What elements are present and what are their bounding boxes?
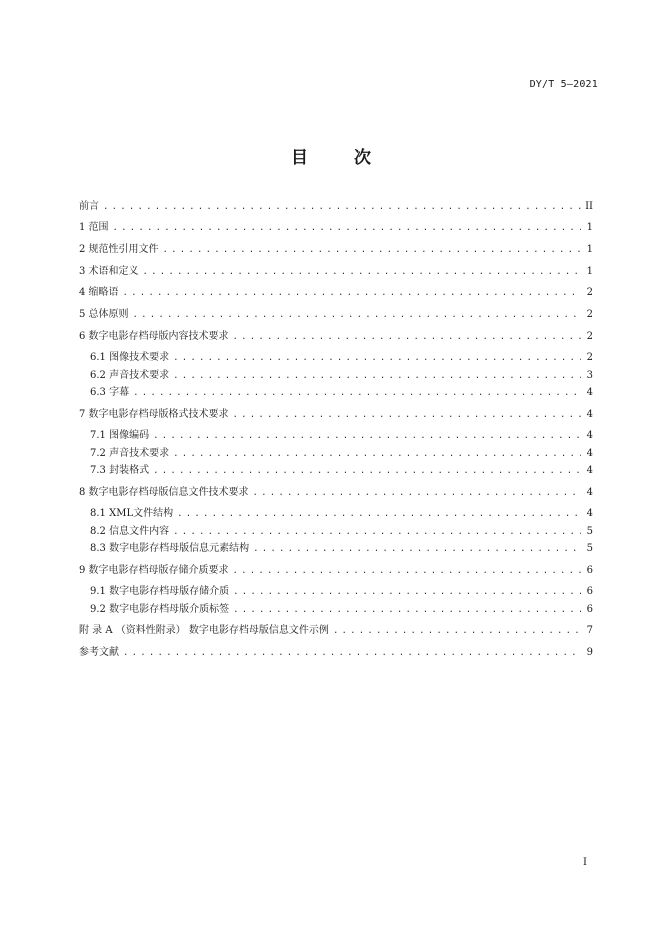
- toc-entry-section-8-2[interactable]: [90, 523, 593, 541]
- toc-entry-page: 2: [586, 287, 593, 298]
- toc-leader-dots: [123, 284, 581, 302]
- toc-entry-page: 6: [586, 586, 593, 597]
- toc-entry-page: 1: [586, 244, 593, 255]
- page-number: I: [583, 857, 587, 868]
- toc-entry-foreword[interactable]: [79, 198, 593, 216]
- toc-entry-page: 3: [586, 370, 593, 381]
- toc-entry-label: 6.3 字幕: [90, 387, 130, 398]
- toc-entry-section-9-1[interactable]: [90, 583, 593, 601]
- toc-entry-page: 5: [586, 526, 593, 537]
- toc-entry-label: 8.1 XML文件结构: [90, 508, 174, 519]
- toc-entry-page: 1: [586, 222, 593, 233]
- toc-entry-label: 4 缩略语: [79, 287, 119, 298]
- toc-leader-dots: [253, 484, 581, 502]
- toc-leader-dots: [233, 406, 581, 424]
- toc-leader-dots: [173, 349, 581, 367]
- toc-leader-dots: [123, 644, 581, 662]
- toc-entry-page: 6: [586, 604, 593, 615]
- toc-entry-label: 6 数字电影存档母版内容技术要求: [79, 331, 229, 342]
- toc-entry-label: 7 数字电影存档母版格式技术要求: [79, 409, 229, 420]
- toc-leader-dots: [233, 562, 581, 580]
- toc-entry-page: 4: [586, 448, 593, 459]
- toc-entry-section-8[interactable]: [79, 484, 593, 502]
- toc-entry-page: 4: [586, 387, 593, 398]
- toc-leader-dots: [133, 384, 581, 402]
- toc-entry-section-7[interactable]: [79, 406, 593, 424]
- toc-leader-dots: [153, 427, 581, 445]
- toc-entry-terms[interactable]: [79, 263, 593, 281]
- toc-leader-dots: [153, 462, 581, 480]
- toc-entry-page: 9: [586, 647, 593, 658]
- toc-entry-appendix-a[interactable]: [79, 622, 593, 640]
- page-title: 目 次: [291, 148, 391, 168]
- toc-entry-label: 9 数字电影存档母版存储介质要求: [79, 565, 229, 576]
- toc-entry-principles[interactable]: [79, 306, 593, 324]
- toc-leader-dots: [173, 367, 581, 385]
- toc-entry-label: 3 术语和定义: [79, 266, 139, 277]
- toc-entry-page: 7: [586, 625, 593, 636]
- toc-entry-label: 6.2 声音技术要求: [90, 370, 170, 381]
- toc-leader-dots: [233, 601, 581, 619]
- toc-entry-page: 2: [586, 331, 593, 342]
- toc-entry-section-8-1[interactable]: [90, 505, 593, 523]
- toc-entry-page: 4: [586, 430, 593, 441]
- toc-leader-dots: [233, 328, 581, 346]
- toc-leader-dots: [133, 306, 581, 324]
- toc-leader-dots: [163, 241, 581, 259]
- toc-entry-bibliography[interactable]: [79, 644, 593, 662]
- toc-entry-label: 前言: [79, 201, 99, 212]
- toc-entry-page: 4: [586, 508, 593, 519]
- toc-leader-dots: [333, 622, 581, 640]
- toc-entry-page: 4: [586, 487, 593, 498]
- toc-leader-dots: [113, 219, 581, 237]
- toc-entry-label: 5 总体原则: [79, 309, 129, 320]
- toc-entry-label: 参考文献: [79, 647, 119, 658]
- toc-entry-section-8-3[interactable]: [90, 540, 593, 558]
- toc-entry-label: 1 范围: [79, 222, 109, 233]
- toc-entry-section-6-3[interactable]: [90, 384, 593, 402]
- toc-entry-label: 7.1 图像编码: [90, 430, 150, 441]
- toc-entry-label: 9.2 数字电影存档母版介质标签: [90, 604, 230, 615]
- toc-entry-page: 1: [586, 266, 593, 277]
- toc-entry-page: 2: [586, 309, 593, 320]
- toc-entry-section-9-2[interactable]: [90, 601, 593, 619]
- toc-leader-dots: [173, 445, 581, 463]
- toc-leader-dots: [253, 540, 581, 558]
- toc-entry-section-6-2[interactable]: [90, 367, 593, 385]
- toc-entry-label: 6.1 图像技术要求: [90, 352, 170, 363]
- toc-entry-label: 8 数字电影存档母版信息文件技术要求: [79, 487, 249, 498]
- toc-leader-dots: [103, 198, 581, 216]
- toc-entry-label: 8.2 信息文件内容: [90, 526, 170, 537]
- toc-entry-label: 8.3 数字电影存档母版信息元素结构: [90, 543, 250, 554]
- toc-entry-label: 2 规范性引用文件: [79, 244, 159, 255]
- toc-entry-section-7-3[interactable]: [90, 462, 593, 480]
- toc-leader-dots: [143, 263, 581, 281]
- toc-entry-label: 附 录 A （资料性附录） 数字电影存档母版信息文件示例: [79, 625, 329, 636]
- toc-leader-dots: [173, 523, 581, 541]
- toc-entry-page: 2: [586, 352, 593, 363]
- toc-leader-dots: [233, 583, 581, 601]
- toc-entry-section-7-2[interactable]: [90, 445, 593, 463]
- toc-entry-section-7-1[interactable]: [90, 427, 593, 445]
- toc-entry-label: 7.3 封装格式: [90, 465, 150, 476]
- standard-code: DY/T 5—2021: [529, 79, 598, 90]
- toc-entry-page: 6: [586, 565, 593, 576]
- toc-entry-page: 5: [586, 543, 593, 554]
- toc-entry-label: 9.1 数字电影存档母版存储介质: [90, 586, 230, 597]
- toc-entry-normative-references[interactable]: [79, 241, 593, 259]
- toc-entry-page: II: [585, 201, 593, 212]
- toc-leader-dots: [177, 505, 581, 523]
- toc-entry-section-6-1[interactable]: [90, 349, 593, 367]
- toc-entry-abbreviations[interactable]: [79, 284, 593, 302]
- toc-entry-section-9[interactable]: [79, 562, 593, 580]
- toc-entry-scope[interactable]: [79, 219, 593, 237]
- toc-entry-page: 4: [586, 465, 593, 476]
- toc-entry-section-6[interactable]: [79, 328, 593, 346]
- toc-entry-label: 7.2 声音技术要求: [90, 448, 170, 459]
- toc-entry-page: 4: [586, 409, 593, 420]
